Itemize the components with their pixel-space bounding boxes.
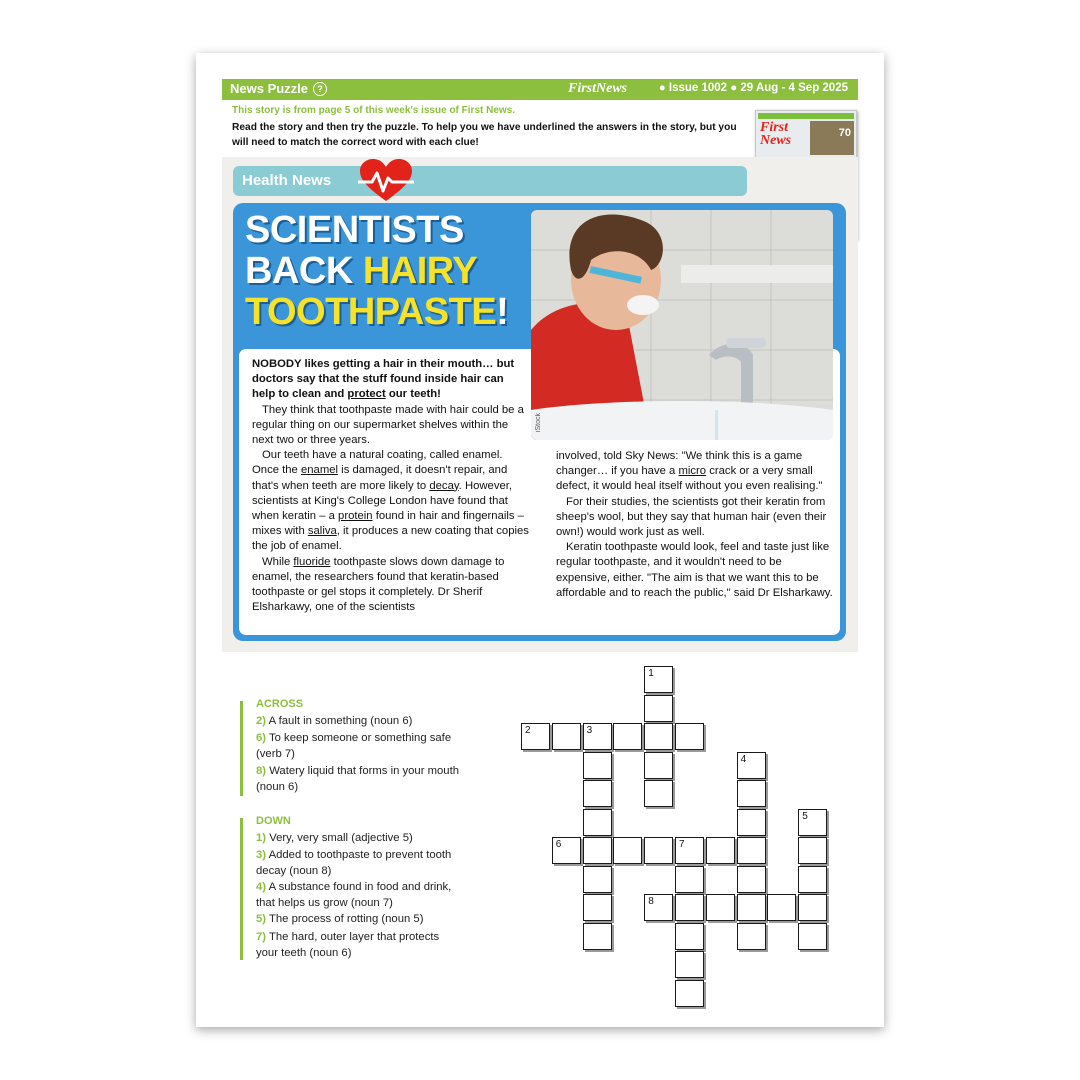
- cover-photo: 70: [810, 121, 854, 155]
- crossword-cell[interactable]: [798, 809, 827, 836]
- cell-number: 2: [525, 725, 531, 736]
- crossword-cell[interactable]: [737, 809, 766, 836]
- crossword-cell[interactable]: [583, 723, 612, 750]
- issue-info: ● Issue 1002 ● 29 Aug - 4 Sep 2025: [658, 82, 848, 94]
- crossword-cell[interactable]: [737, 752, 766, 779]
- cell-number: 5: [802, 810, 808, 822]
- cover-masthead: First News: [760, 120, 792, 148]
- story-lede: NOBODY likes getting a hair in their mouth… but doctors say that the stuff found inside hair can help to clean and protect our teeth!: [252, 358, 515, 401]
- instructions: Read the story and then try the puzzle. To help you we have underlined the answers in the story, but you will need to match the correct word with each clue!: [232, 122, 737, 148]
- crossword-cell[interactable]: [798, 923, 827, 950]
- crossword-cell[interactable]: [706, 894, 735, 921]
- crossword-cell[interactable]: [675, 980, 704, 1007]
- across-bar: [240, 701, 243, 796]
- clue-down-1: 1) Very, very small (adjective 5): [256, 832, 413, 844]
- clue-down-5: 5) The process of rotting (noun 5): [256, 913, 424, 925]
- story-column-1: [252, 357, 530, 615]
- crossword-cell[interactable]: [583, 809, 612, 836]
- crossword-cell[interactable]: [644, 666, 673, 693]
- crossword-cell[interactable]: [798, 866, 827, 893]
- cell-number: 8: [648, 896, 654, 907]
- cell-number: 3: [586, 725, 593, 736]
- down-heading: DOWN: [256, 815, 291, 827]
- crossword-cell[interactable]: [767, 894, 796, 921]
- crossword-cell[interactable]: [552, 837, 581, 864]
- story-paragraph: Keratin toothpaste would look, feel and taste just like regular toothpaste, and it wouldn't need to be expensive, either. "The aim is that we want this to be affordable and to reach the public," said Dr Elsharkawy.: [556, 541, 833, 599]
- section-label: News Puzzle ?: [230, 81, 327, 96]
- crossword-cell[interactable]: [675, 894, 704, 921]
- header-bar: [222, 79, 858, 100]
- crossword-cell[interactable]: [737, 923, 766, 950]
- crossword-cell[interactable]: [675, 723, 704, 750]
- crossword-cell[interactable]: [706, 837, 735, 864]
- down-bar: [240, 818, 243, 960]
- across-heading: ACROSS: [256, 698, 304, 710]
- torn-edge: [222, 641, 858, 655]
- crossword-cell[interactable]: [583, 894, 612, 921]
- crossword-cell[interactable]: [737, 837, 766, 864]
- clue-across-2: 2) A fault in something (noun 6): [256, 715, 413, 727]
- crossword-cell[interactable]: [521, 723, 550, 750]
- crossword-cell[interactable]: [644, 695, 673, 722]
- crossword-cell[interactable]: [644, 723, 673, 750]
- clue-across-6: 6) To keep someone or something safe (verb 7): [256, 732, 452, 760]
- crossword-cell[interactable]: [583, 923, 612, 950]
- crossword-cell[interactable]: [737, 894, 766, 921]
- crossword-cell[interactable]: [675, 866, 704, 893]
- clue-across-8: 8) Watery liquid that forms in your mouth (noun 6): [256, 765, 460, 793]
- crossword-cell[interactable]: [583, 866, 612, 893]
- story-paragraph: While fluoride toothpaste slows down damage to enamel, the researchers found that keratin-based toothpaste or gel stops it completely. Dr Sherif Elsharkawy, one of the scientists: [252, 555, 505, 614]
- story-column-2: [556, 449, 838, 601]
- headline: SCIENTISTS BACK HAIRY TOOTHPASTE!: [245, 209, 509, 333]
- cell-number: 4: [740, 753, 747, 765]
- section-tag: Health News: [233, 166, 747, 196]
- crossword-cell[interactable]: [737, 866, 766, 893]
- story-paragraph: For their studies, the scientists got their keratin from sheep's wool, but they say that human hair (even their own!) would work just as well.: [556, 495, 827, 539]
- source-note: This story is from page 5 of this week's issue of First News.: [232, 105, 516, 116]
- story-paragraph: involved, told Sky News: "We think this is a game changer… if you have a micro crack or a very small defect, it would heal itself without you even realising.": [556, 450, 823, 493]
- cell-number: 6: [555, 839, 562, 850]
- crossword-cell[interactable]: [583, 780, 612, 807]
- crossword-cell[interactable]: [613, 837, 642, 864]
- brand-logo: FirstNews: [568, 81, 628, 96]
- story-paragraph: Our teeth have a natural coating, called enamel. Once the enamel is damaged, it doesn't repair, and that's when teeth are more likely to decay. However, scientists at King's College London have found that when keratin – a protein found in hair and fingernails – mixes with saliva, it produces a new coating that copies the job of enamel.: [252, 449, 529, 553]
- crossword-cell[interactable]: [552, 723, 581, 750]
- heart-icon: [358, 158, 414, 204]
- crossword-cell[interactable]: [644, 752, 673, 779]
- crossword-cell[interactable]: [613, 723, 642, 750]
- crossword-cell[interactable]: [737, 780, 766, 807]
- crossword-cell[interactable]: [675, 923, 704, 950]
- crossword-cell[interactable]: [675, 837, 704, 864]
- crossword-cell[interactable]: [644, 894, 673, 921]
- crossword-cell[interactable]: [644, 780, 673, 807]
- clue-down-3: 3) Added to toothpaste to prevent tooth decay (noun 8): [256, 849, 452, 877]
- cell-number: 1: [648, 668, 654, 679]
- cell-number: 7: [679, 839, 685, 850]
- story-paragraph: They think that toothpaste made with hair could be a regular thing on our supermarket shelves within the next two or three years.: [252, 403, 524, 447]
- clue-down-7: 7) The hard, outer layer that protects your teeth (noun 6): [256, 931, 440, 959]
- question-icon[interactable]: ?: [313, 82, 327, 96]
- clue-down-4: 4) A substance found in food and drink, that helps us grow (noun 7): [256, 881, 452, 909]
- story-photo: [531, 210, 833, 440]
- cover-strip: [758, 113, 854, 119]
- crossword-cell[interactable]: [583, 837, 612, 864]
- crossword-cell[interactable]: [675, 951, 704, 978]
- crossword-cell[interactable]: [798, 837, 827, 864]
- crossword-cell[interactable]: [798, 894, 827, 921]
- crossword-cell[interactable]: [583, 752, 612, 779]
- photo-credit: iStock: [535, 412, 542, 432]
- crossword-cell[interactable]: [644, 837, 673, 864]
